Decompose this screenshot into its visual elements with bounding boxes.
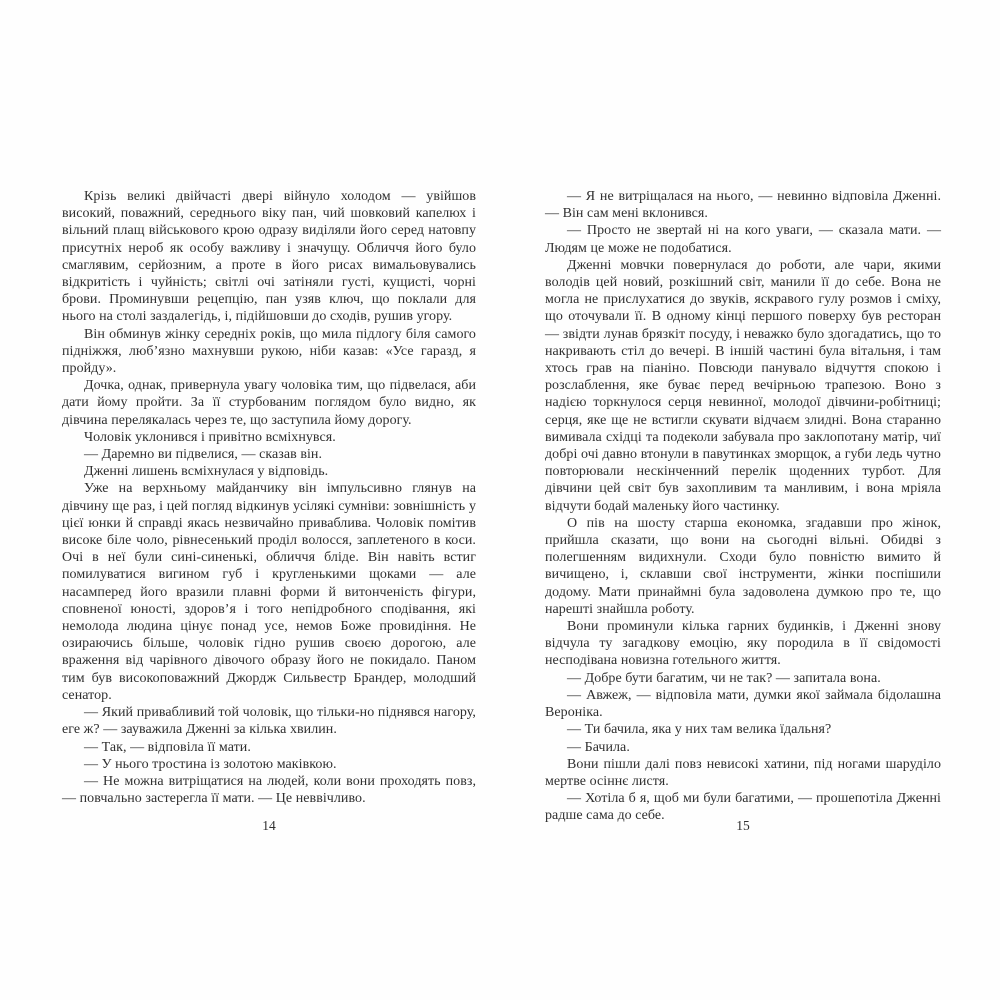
paragraph: Вони пішли далі повз невисокі хатини, під ногами шаруділо мертве осіннє листя. bbox=[545, 756, 941, 789]
paragraph: — Я не витріщалася на нього, — невинно відповіла Дженні. — Він сам мені вклонився. bbox=[545, 189, 941, 222]
paragraph: — Авжеж, — відповіла мати, думки якої займала бідолашна Вероніка. bbox=[545, 687, 941, 721]
page-number-right: 15 bbox=[736, 818, 750, 833]
paragraph: — Так, — відповіла її мати. bbox=[84, 739, 251, 755]
paragraph: Він обминув жінку середніх років, що мила підлогу біля самого підніжжя, люб’язно махнувши рукою, ніби казав: «Усе гаразд, я пройду». bbox=[62, 326, 476, 377]
paragraph: — Який привабливий той чоловік, що тільки-но піднявся нагору, еге ж? — зауважила Дженні за кілька хвилин. bbox=[62, 705, 476, 738]
paragraph: — Добре бути багатим, чи не так? — запитала вона. bbox=[567, 670, 881, 686]
page-right bbox=[545, 188, 941, 825]
paragraph: Дженні мовчки повернулася до роботи, але чари, якими володів цей новий, розкішний світ, манили її до себе. Вона не могла не прислухатися до звуків, яскравого гулу розмов і сміху, що оточували її. В одному кінці першого поверху був ресторан — звідти лунав брязкіт посуду, і неважко було здогадатись, що то накривають стіл до вечері. В іншій частині була вітальня, і там хтось грав на піаніно. Повсюди панувало відчуття спокою і розслаблення, яке буває перед вечірньою трапезою. Воно з надією торкнулося серця невинної, молодої дівчини-робітниці; серця, яке ще не встигли скувати відчаєм злидні. Вона старанно вимивала східці та подеколи забувала про заклопотану матір, чиї добрі очі давно втонули в павутинках зморщок, а губи ледь чутно повторювали нескінченний перелік щоденних турбот. Для дівчини цей світ був захопливим та манливим, і вона мріяла відчути бодай маленьку його частинку. bbox=[545, 257, 941, 514]
paragraph: Уже на верхньому майданчику він імпульсивно глянув на дівчину ще раз, і цей погляд відкинув усілякі сумніви: зовнішність у цієї юнки й справді якась незвичайно приваблива. Чоловік помітив високе біле чоло, рівнесенький проділ волосся, заплетеного в коси. Очі в неї були сині-синенькі, обличчя бліде. Він навіть встиг помилуватися вигином губ і кругленькими щоками — але насамперед його вразили плавні форми й витонченість фігури, сповненої юності, здоров’я і того непідробного сподівання, які немолода людина цінує понад усе, немов Боже провидіння. Не озираючись більше, чоловік гідно рушив своєю дорогою, але враження від чарівного дівочого образу його не покидало. Паном тим був високоповажний Джордж Сильвестр Брандер, молодший сенатор. bbox=[62, 481, 476, 703]
paragraph: Вони проминули кілька гарних будинків, і Дженні знову відчула ту загадкову емоцію, яку породила в її свідомості несподівана новизна готельного життя. bbox=[545, 619, 941, 669]
paragraph: — Просто не звертай ні на кого уваги, — сказала мати. — Людям це може не подобатися. bbox=[545, 223, 941, 256]
page-left bbox=[62, 188, 476, 807]
paragraph: — У нього тростина із золотою маківкою. bbox=[84, 756, 337, 772]
paragraph: О пів на шосту старша економка, згадавши про жінок, прийшла сказати, що вони на сьогодні вільні. Обидві з полегшенням видихнули. Сходи було повністю вимито й вичищено, і, склавши свої інструменти, жінки поспішили додому. Мати принаймні була задоволена думкою про те, що нарешті знайшла роботу. bbox=[545, 515, 941, 617]
paragraph: — Бачила. bbox=[567, 739, 630, 755]
paragraph: Чоловік уклонився і привітно всміхнувся. bbox=[84, 429, 336, 445]
paragraph: Дженні лишень всміхнулася у відповідь. bbox=[84, 464, 329, 480]
paragraph: Крізь великі двійчасті двері війнуло холодом — увійшов високий, поважний, середнього віку пан, чий шовковий капелюх і вільний плащ військового крою одразу виділяли його серед натовпу присутніх нероб як особу важливу і значущу. Обличчя його було смаглявим, серйозним, а проте в його рисах вимальовувались відкритість і чуйність; світлі очі затіняли густі, кущисті, чорні брови. Проминувши рецепцію, пан узяв ключ, що поклали для нього на столі заздалегідь, і, підійшовши до сходів, рушив угору. bbox=[62, 189, 476, 325]
paragraph: — Хотіла б я, щоб ми були багатими, — прошепотіла Дженні радше сама до себе. bbox=[545, 791, 941, 824]
paragraph: — Не можна витріщатися на людей, коли вони проходять повз, — повчально застерегла її мати. — Це неввічливо. bbox=[62, 773, 476, 807]
page-right-text bbox=[545, 188, 941, 825]
page-left-text bbox=[62, 188, 476, 807]
paragraph: — Ти бачила, яка у них там велика їдальня? bbox=[567, 722, 832, 738]
paragraph: Дочка, однак, привернула увагу чоловіка тим, що підвелася, аби дати йому пройти. За її стурбованим поглядом було видно, як дівчина перелякалась через те, що заступила йому дорогу. bbox=[62, 378, 476, 428]
paragraph: — Даремно ви підвелися, — сказав він. bbox=[84, 447, 323, 463]
page-number-left: 14 bbox=[262, 818, 276, 833]
